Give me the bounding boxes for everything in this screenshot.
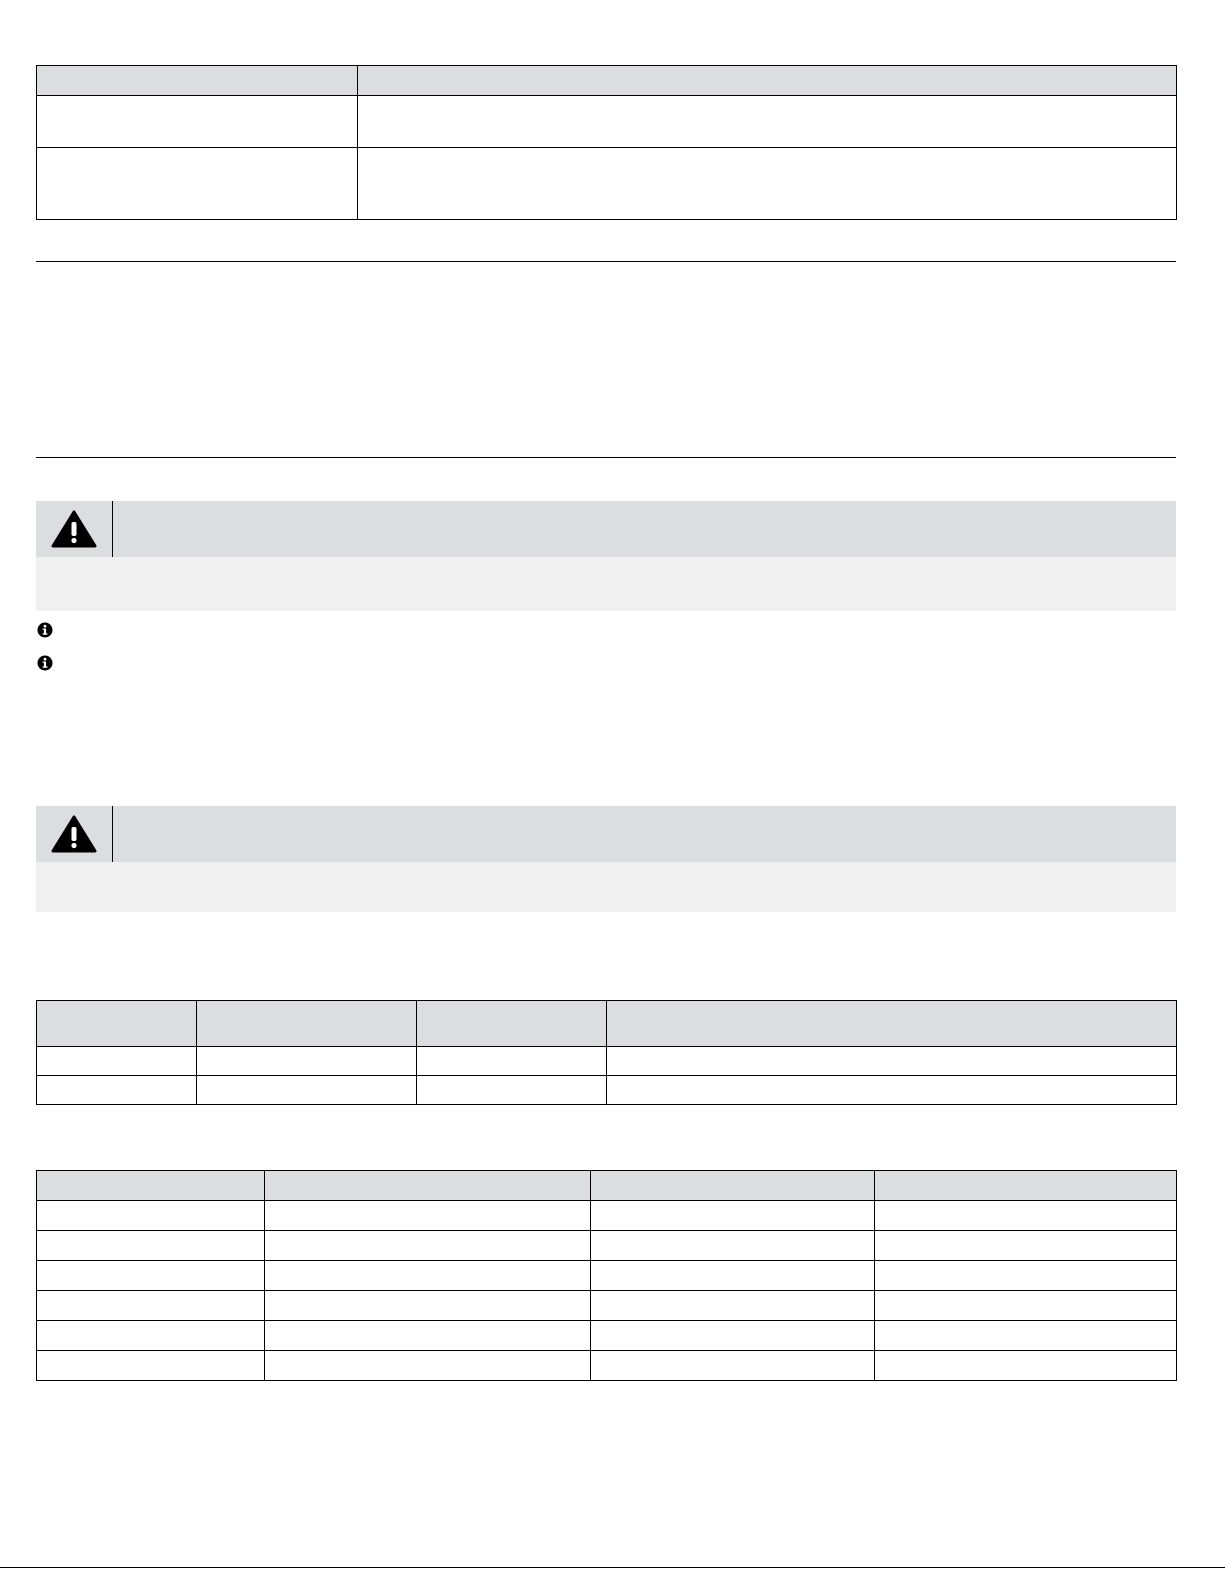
top-table-header-row: [37, 66, 1177, 96]
middle-table-header-cell: [197, 1001, 417, 1047]
bottom-table-cell: [875, 1261, 1177, 1291]
bottom-table-cell: [37, 1201, 265, 1231]
middle-table-cell: [197, 1076, 417, 1105]
warning-triangle-icon: [51, 510, 97, 548]
bottom-table-cell: [875, 1321, 1177, 1351]
bottom-table-cell: [875, 1201, 1177, 1231]
bottom-table-header-cell: [265, 1171, 591, 1201]
bottom-table-cell: [37, 1351, 265, 1381]
top-table-cell: [358, 148, 1177, 220]
warning-triangle-icon: [51, 815, 97, 853]
middle-table-cell: [417, 1047, 607, 1076]
bottom-table-cell: [265, 1351, 591, 1381]
top-table-row: [37, 96, 1177, 148]
top-table-cell: [358, 96, 1177, 148]
middle-table-cell: [417, 1076, 607, 1105]
warning-body: [36, 862, 1176, 912]
bottom-table-cell: [265, 1321, 591, 1351]
info-circle-icon: [37, 622, 53, 638]
bottom-table-row: [37, 1201, 1177, 1231]
middle-table-row: [37, 1076, 1177, 1105]
bottom-table-cell: [265, 1261, 591, 1291]
bottom-table-cell: [875, 1291, 1177, 1321]
top-table: [36, 65, 1177, 220]
middle-table: [36, 1000, 1177, 1105]
bottom-table-cell: [591, 1351, 875, 1381]
top-table-header-cell: [37, 66, 358, 96]
middle-table-cell: [607, 1047, 1177, 1076]
bottom-table-header-cell: [37, 1171, 265, 1201]
middle-table-cell: [607, 1076, 1177, 1105]
bottom-table-cell: [37, 1231, 265, 1261]
top-table-header-cell: [358, 66, 1177, 96]
bottom-table-cell: [37, 1291, 265, 1321]
bottom-table-cell: [875, 1231, 1177, 1261]
bottom-table-header-cell: [591, 1171, 875, 1201]
warning-header-bar: [36, 806, 1176, 862]
bottom-table-cell: [591, 1291, 875, 1321]
bottom-table-cell: [37, 1321, 265, 1351]
warning-body: [36, 557, 1176, 611]
section-divider: [36, 457, 1176, 458]
bottom-table-row: [37, 1261, 1177, 1291]
middle-table-cell: [37, 1076, 197, 1105]
bottom-table-cell: [875, 1351, 1177, 1381]
footer-divider: [0, 1567, 1225, 1568]
middle-table-header-row: [37, 1001, 1177, 1047]
bottom-table-cell: [265, 1201, 591, 1231]
bottom-table-cell: [591, 1201, 875, 1231]
bottom-table-cell: [37, 1261, 265, 1291]
bottom-table-header-cell: [875, 1171, 1177, 1201]
bottom-table-row: [37, 1321, 1177, 1351]
top-table-cell: [37, 148, 358, 220]
bottom-table-header-row: [37, 1171, 1177, 1201]
bottom-table-cell: [591, 1321, 875, 1351]
middle-table-cell: [37, 1047, 197, 1076]
warning-icon-cell: [36, 806, 113, 862]
middle-table-header-cell: [607, 1001, 1177, 1047]
bottom-table-row: [37, 1291, 1177, 1321]
middle-table-header-cell: [37, 1001, 197, 1047]
info-circle-icon: [37, 655, 53, 671]
warning-icon-cell: [36, 501, 113, 557]
middle-table-cell: [197, 1047, 417, 1076]
top-table-row: [37, 148, 1177, 220]
middle-table-row: [37, 1047, 1177, 1076]
top-table-cell: [37, 96, 358, 148]
bottom-table-cell: [265, 1291, 591, 1321]
middle-table-header-cell: [417, 1001, 607, 1047]
bottom-table: [36, 1170, 1177, 1381]
bottom-table-row: [37, 1351, 1177, 1381]
bottom-table-cell: [591, 1261, 875, 1291]
bottom-table-cell: [591, 1231, 875, 1261]
section-divider: [36, 261, 1176, 262]
bottom-table-row: [37, 1231, 1177, 1261]
warning-header-bar: [36, 501, 1176, 557]
bottom-table-cell: [265, 1231, 591, 1261]
